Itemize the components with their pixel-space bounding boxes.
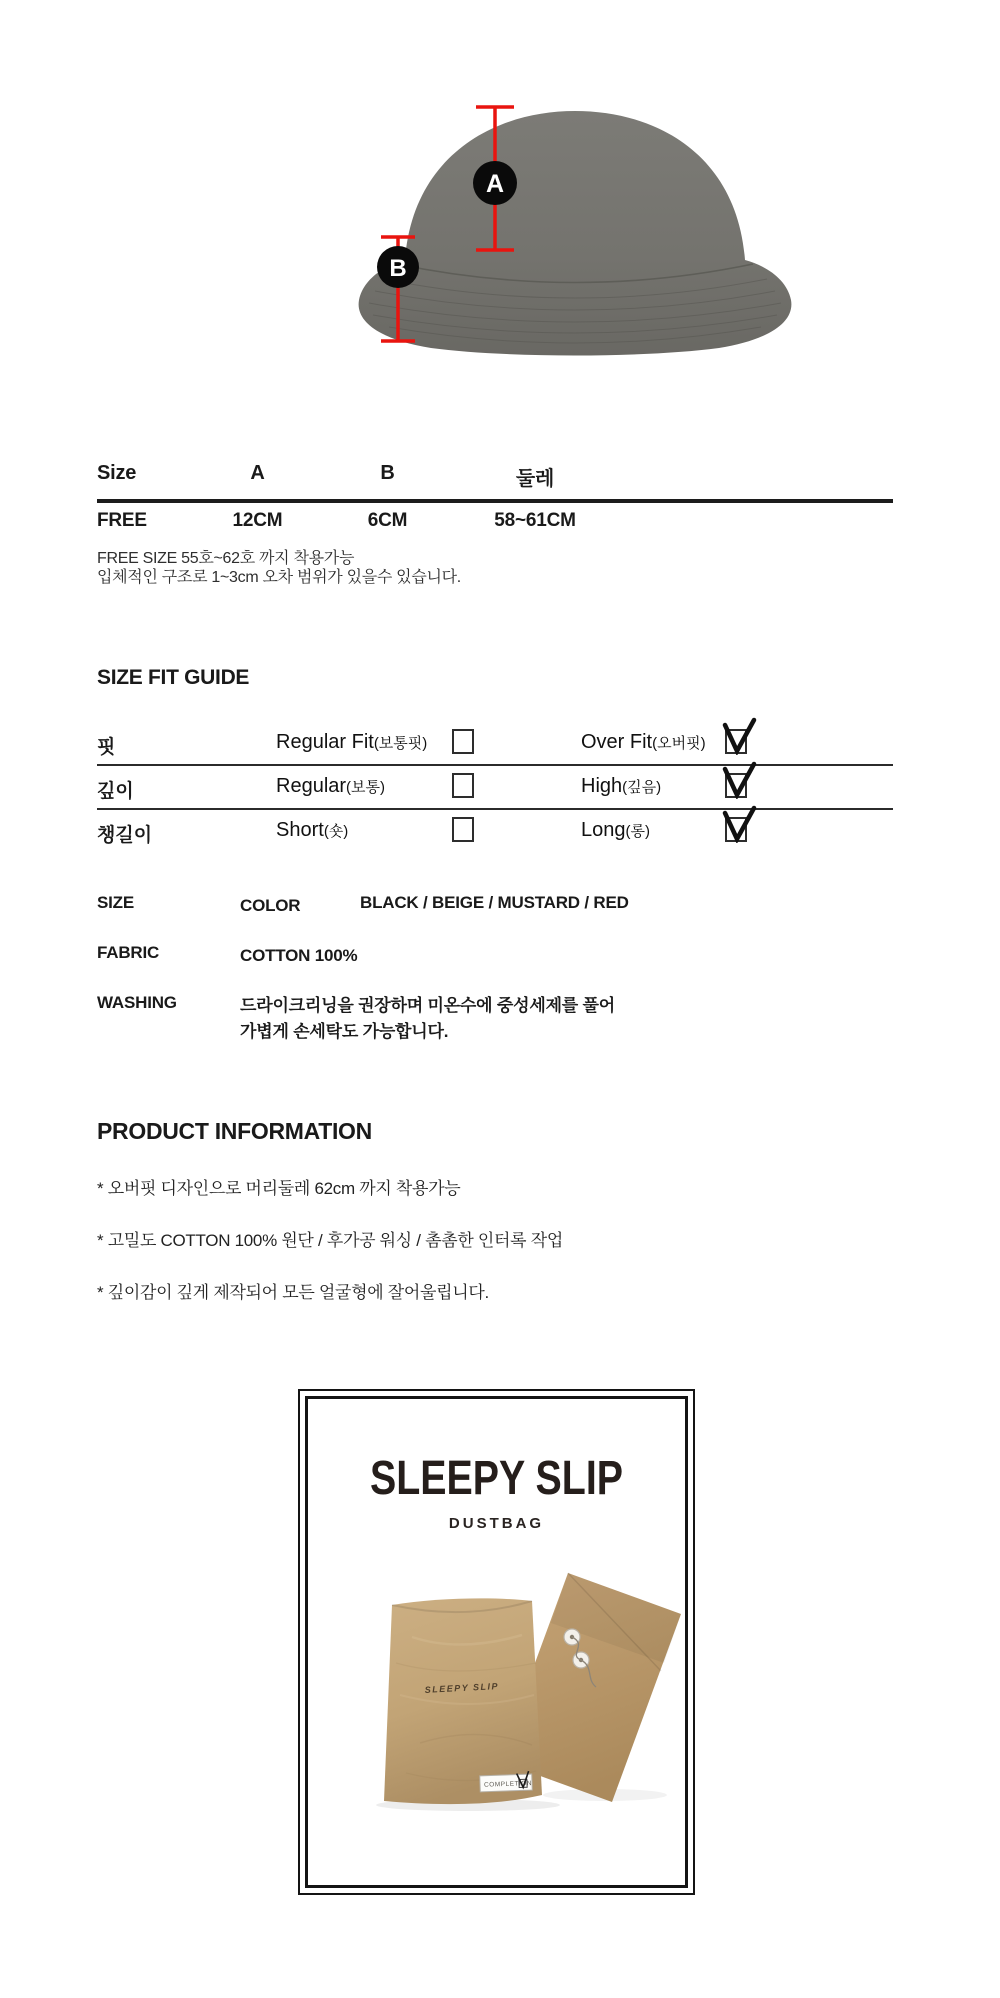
checked-checkbox bbox=[725, 773, 747, 798]
completion-sticker-text: COMPLETION bbox=[483, 1780, 533, 1789]
dustbag-card-inner-border bbox=[305, 1396, 688, 1888]
product-information bbox=[97, 1118, 893, 1330]
fit-guide-row-fit bbox=[97, 722, 893, 766]
size-table-row-free bbox=[97, 510, 893, 532]
check-icon bbox=[721, 761, 757, 799]
dustbag-subtitle: DUSTBAG bbox=[448, 1515, 545, 1532]
fit-row-label: 핏 bbox=[97, 737, 116, 758]
checked-checkbox bbox=[725, 729, 747, 754]
size-table-divider bbox=[97, 499, 893, 503]
dustbag-card bbox=[298, 1389, 695, 1895]
fit-guide-row-brim bbox=[97, 810, 893, 854]
size-table-header-b: B bbox=[380, 462, 395, 484]
brim-option-long: Long(롱) bbox=[581, 819, 650, 841]
size-table-header bbox=[97, 462, 893, 491]
size-table-header-size: Size bbox=[97, 462, 137, 484]
checked-checkbox bbox=[725, 817, 747, 842]
product-details bbox=[97, 893, 893, 1043]
size-value-b: 6CM bbox=[367, 510, 408, 531]
detail-key-color: COLOR bbox=[240, 896, 301, 915]
size-table-header-circumference: 둘레 bbox=[515, 468, 555, 490]
product-info-bullet-1: * 오버핏 디자인으로 머리둘레 62cm 까지 착용가능 bbox=[97, 1179, 461, 1198]
size-note-2: 입체적인 구조로 1~3cm 오차 범위가 있을수 있습니다. bbox=[97, 569, 461, 586]
detail-label-washing: WASHING bbox=[97, 993, 177, 1012]
hat-measurement-figure bbox=[345, 95, 805, 365]
depth-row-label: 깊이 bbox=[97, 781, 134, 802]
product-information-title: PRODUCT INFORMATION bbox=[97, 1118, 372, 1144]
product-info-bullet-2: * 고밀도 COTTON 100% 원단 / 후가공 워싱 / 촘촘한 인터록 작업 bbox=[97, 1231, 563, 1250]
size-table bbox=[97, 462, 893, 587]
size-value-circumference: 58~61CM bbox=[494, 510, 576, 531]
size-notes bbox=[97, 549, 893, 587]
detail-value-colors: BLACK / BEIGE / MUSTARD / RED bbox=[360, 893, 629, 912]
unchecked-checkbox bbox=[452, 817, 474, 842]
bag-print-text: SLEEPY SLIP bbox=[424, 1681, 500, 1695]
brim-row-label: 챙길이 bbox=[97, 825, 153, 846]
size-fit-guide bbox=[97, 666, 893, 854]
marker-a-label: A bbox=[485, 170, 505, 198]
detail-value-fabric: COTTON 100% bbox=[240, 946, 358, 965]
size-table-header-a: A bbox=[250, 462, 265, 484]
size-note-1: FREE SIZE 55호~62호 까지 착용가능 bbox=[97, 550, 355, 567]
hat-silhouette bbox=[359, 111, 792, 356]
detail-row-washing bbox=[97, 993, 893, 1043]
detail-row-size bbox=[97, 893, 893, 943]
marker-b-label: B bbox=[389, 255, 407, 282]
size-value-name: FREE bbox=[97, 510, 147, 531]
check-icon bbox=[721, 717, 757, 755]
fit-guide-row-depth bbox=[97, 766, 893, 810]
product-info-bullet-3: * 깊이감이 깊게 제작되어 모든 얼굴형에 잘어울립니다. bbox=[97, 1283, 489, 1302]
dustbag-brand-title: SLEEPY SLIP bbox=[369, 1452, 624, 1505]
fit-option-over: Over Fit(오버핏) bbox=[581, 731, 706, 753]
check-icon bbox=[721, 805, 757, 843]
fit-option-regular: Regular Fit(보통핏) bbox=[276, 731, 428, 753]
size-value-a: 12CM bbox=[232, 510, 283, 531]
depth-option-high: High(깊음) bbox=[581, 775, 662, 797]
detail-row-fabric bbox=[97, 943, 893, 993]
detail-label-size: SIZE bbox=[97, 893, 134, 912]
detail-value-washing: 드라이크리닝을 권장하며 미온수에 중성세제를 풀어 가볍게 손세탁도 가능합니다. bbox=[240, 996, 615, 1041]
detail-label-fabric: FABRIC bbox=[97, 943, 160, 962]
dustbag-photo bbox=[320, 1567, 685, 1827]
brim-option-short: Short(숏) bbox=[276, 819, 349, 841]
unchecked-checkbox bbox=[452, 729, 474, 754]
depth-option-regular: Regular(보통) bbox=[276, 775, 386, 797]
fit-guide-title: SIZE FIT GUIDE bbox=[97, 666, 250, 689]
unchecked-checkbox bbox=[452, 773, 474, 798]
